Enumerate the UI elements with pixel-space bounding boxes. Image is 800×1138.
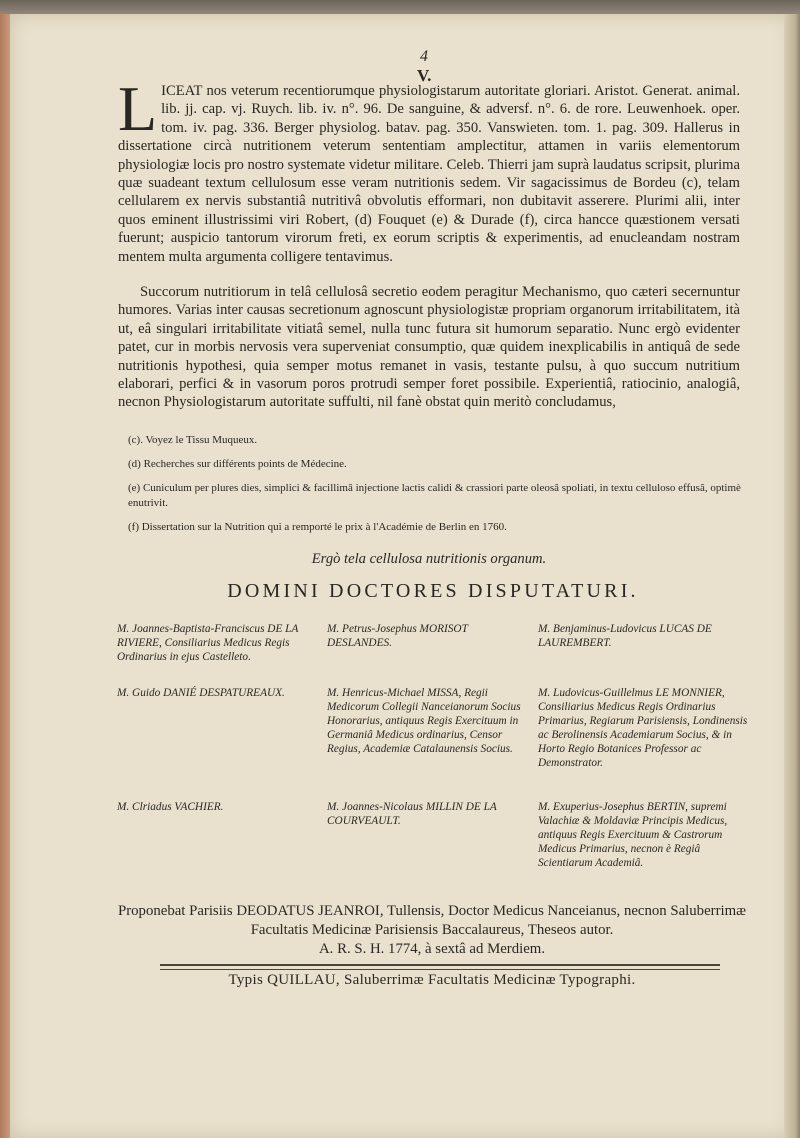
divider-rule <box>160 964 720 970</box>
doctors-column-1 <box>117 622 317 820</box>
doctors-column-3 <box>538 622 748 876</box>
doctor-entry: M. Guido DANIÉ DESPATUREAUX. <box>117 687 285 699</box>
drop-cap: L <box>118 73 158 144</box>
doctors-heading: DOMINI DOCTORES DISPUTATURI. <box>227 580 639 602</box>
printer-line: Typis QUILLAU, Saluberrimæ Facultatis Medicinæ Typographi. <box>228 972 636 988</box>
footnote-d: (d) Recherches sur différents points de Médecine. <box>128 458 347 470</box>
doctor-entry: M. Ludovicus-Guillelmus LE MONNIER, Consiliarius Medicus Regis Ordinarius Primarius, Regiarum Parisiensis, Londinensis ac Berolinensis Academiarum Socius, & in Horto Regio Botanices Professor ac Demonstrator. <box>538 687 748 769</box>
paragraph-1-text: ICEAT nos veterum recentiorumque physiologistarum autoritate gloriari. Aristot. Generat. animal. lib. jj. cap. vj. Ruych. lib. iv. n°. 96. De sanguine, & adversf. n°. 6. de rore. Leuwenhoek. oper. tom. iv. pag. 336. Berger physiolog. batav. pag. 350. Vanswieten. tom. 1. pag. 309. Hallerus in dissertatione circà nutritionem veterum sententiam amplectitur, attamen in variis elementorum physiologiæ locis pro nostro systemate videtur militare. Celeb. Thierri jam suprà laudatus scripsit, plurima quæ suadeant textum cellulosum esse veram nutritionis sedem. Vir sagacissimus de Bordeu (c), telam cellularem ex nervis substantiâ nutritivâ obvolutis efformari, non dubitavit asserere. Plurimi alii, inter quos eminent illustrissimi viri Robert, (d) Fouquet (e) & Durade (f), circa hancce quæstionem versati fuerunt; auspicio tantorum virorum freti, ex eorum scriptis & experimentis, ad enucleandam nostram mentem multa argumenta colligere tentavimus. <box>118 83 740 265</box>
doctor-entry: M. Henricus-Michael MISSA, Regii Medicorum Collegii Nanceianorum Socius Honorarius, antiquus Regis Exercituum in Germaniâ Medicus ordinarius, Censor Regius, Academiæ Catalaunensis Socius. <box>327 687 521 755</box>
doctor-entry: M. Benjaminus-Ludovicus LUCAS DE LAUREMBERT. <box>538 623 712 649</box>
doctor-entry: M. Petrus-Josephus MORISOT DESLANDES. <box>327 623 468 649</box>
page-left-edge <box>0 14 10 1138</box>
page-number: 4 <box>420 48 428 65</box>
footnotes <box>128 433 742 544</box>
doctor-entry: M. Exuperius-Josephus BERTIN, supremi Valachiæ & Moldaviæ Principis Medicus, antiquus Regis Exercituum & Castrorum Medicus Primarius, necnon è Regiâ Scientiarum Academiâ. <box>538 801 728 869</box>
doctor-entry: M. Clriadus VACHIER. <box>117 801 224 813</box>
doctors-column-2 <box>327 622 525 834</box>
paragraph-2: Succorum nutritiorum in telâ cellulosâ secretio eodem peragitur Mechanismo, quo cæteri secernuntur humores. Varias inter causas secretionum agnoscunt physiologistæ propriam organorum irritabilitatem, ità ut, eâ singulari irritabilitate vitiatâ semel, nulla tunc futura sit humorum separatio. Nunc ergò evidenter patet, cur in morbis nervosis vera superveniat consumptio, quæ quidem inexplicabilis in antiquâ de sede nutritionis hypothesi, quia semper motus remanet in vasis, testante pulsu, à quo succum nutritium elaborari, perfici & in vasorum poros protrudi semper foret possibile. Experientiâ, ratiocinio, analogiâ, necnon Physiologistarum autoritate suffulti, nil fanè obstat quin meritò concludamus, <box>118 284 740 411</box>
footnote-e: (e) Cuniculum per plures dies, simplici & facillimâ injectione lactis calidi & crassiori parte oleosâ spoliati, in textu celluloso effusâ, optimè enutrivit. <box>128 482 741 509</box>
proponebat-block <box>118 902 746 959</box>
thesis-statement: Ergò tela cellulosa nutritionis organum. <box>311 551 547 567</box>
doctor-entry: M. Joannes-Nicolaus MILLIN DE LA COURVEAULT. <box>327 801 497 827</box>
paragraph-1 <box>118 73 740 266</box>
section-number: V. <box>417 66 432 85</box>
page-right-edge <box>784 14 800 1138</box>
doctor-entry: M. Joannes-Baptista-Franciscus DE LA RIVIERE, Consiliarius Medicus Regis Ordinarius in ejus Castelleto. <box>117 623 299 663</box>
proponebat-line-2: A. R. S. H. 1774, à sextâ ad Merdiem. <box>318 941 546 957</box>
footnote-c: (c). Voyez le Tissu Muqueux. <box>128 434 258 446</box>
proponebat-line-1: Proponebat Parisiis DEODATUS JEANROI, Tullensis, Doctor Medicus Nanceianus, necnon Saluberrimæ Facultatis Medicinæ Parisiensis Baccalaureus, Theseos autor. <box>118 903 746 938</box>
footnote-f: (f) Dissertation sur la Nutrition qui a remporté le prix à l'Académie de Berlin en 1760. <box>128 521 507 533</box>
